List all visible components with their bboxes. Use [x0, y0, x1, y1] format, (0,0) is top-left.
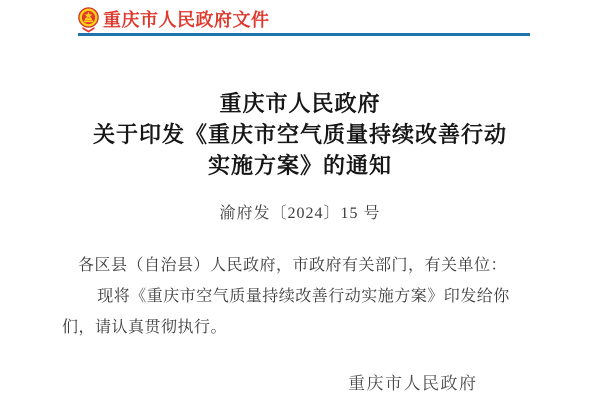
letterhead-org-name: 重庆市人民政府文件 — [103, 10, 270, 30]
letterhead — [78, 7, 270, 33]
body-paragraph: 现将《重庆市空气质量持续改善行动实施方案》印发给你们，请认真贯彻执行。 — [62, 288, 510, 336]
document-number: 渝府发〔2024〕15 号 — [219, 205, 381, 222]
title-line-3: 实施方案》的通知 — [207, 153, 392, 178]
salutation-line: 各区县（自治县）人民政府，市政府有关部门，有关单位： — [78, 257, 508, 274]
letterhead-rule — [78, 33, 530, 36]
national-emblem-icon — [78, 7, 99, 33]
issuer-signature: 重庆市人民政府 — [348, 374, 478, 393]
document-title — [0, 88, 600, 181]
title-line-1: 重庆市人民政府 — [219, 91, 381, 116]
document-body — [62, 250, 540, 343]
title-line-2: 关于印发《重庆市空气质量持续改善行动 — [92, 122, 507, 147]
